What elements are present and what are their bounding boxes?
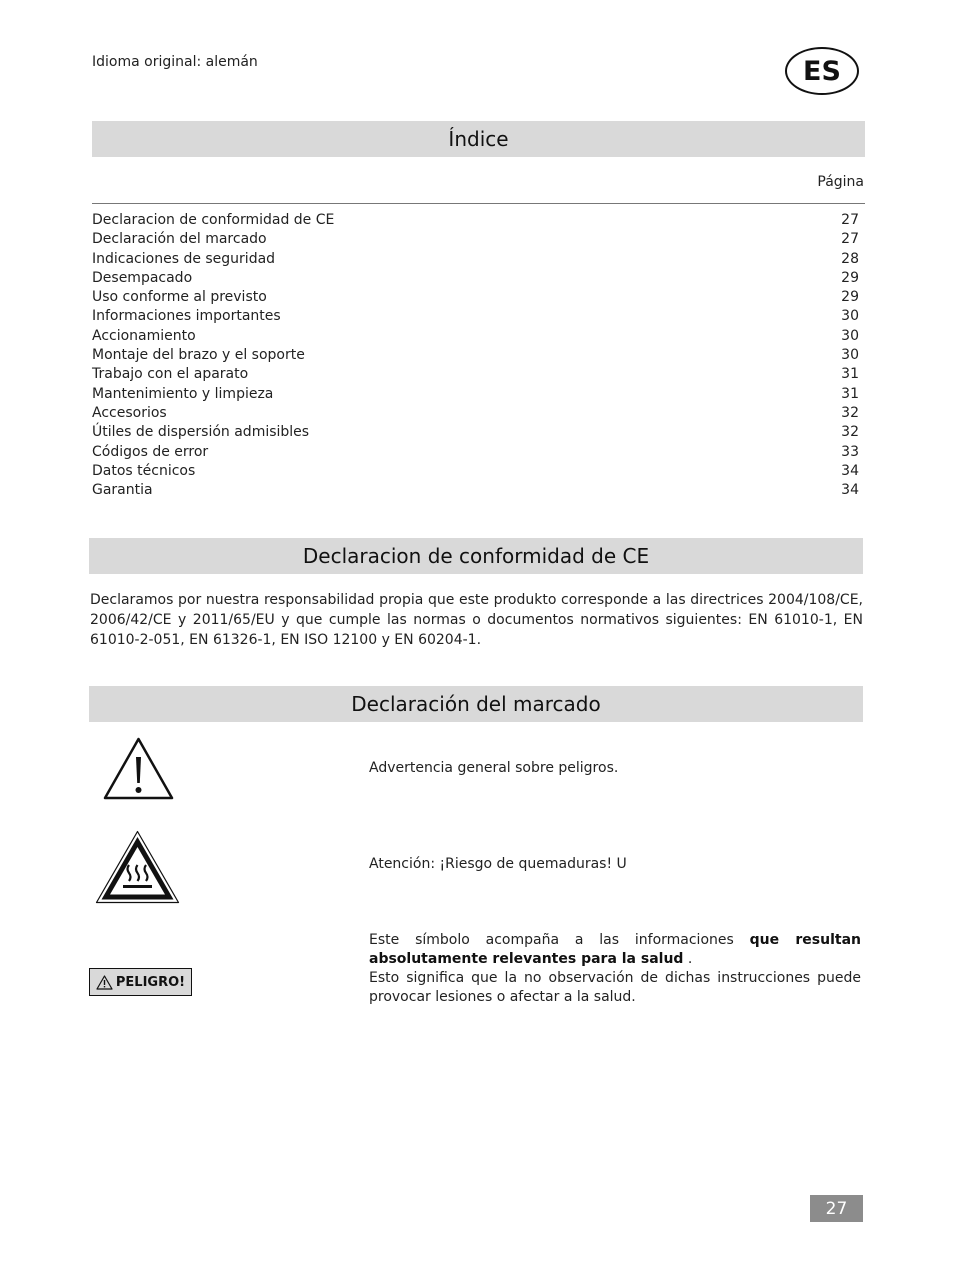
toc-item[interactable] <box>92 462 859 481</box>
general-warning-text: Advertencia general sobre peligros. <box>369 760 619 776</box>
toc-item-label: Datos técnicos <box>92 462 196 479</box>
toc-item[interactable] <box>92 346 859 365</box>
index-heading: Índice <box>92 121 865 157</box>
toc-item-page: 33 <box>841 443 859 460</box>
toc-item-page: 30 <box>841 308 859 325</box>
toc-item[interactable] <box>92 385 859 404</box>
toc-item-label: Montaje del brazo y el soporte <box>92 347 305 364</box>
toc-item-label: Declaración del marcado <box>92 231 267 248</box>
hot-surface-icon <box>95 830 180 904</box>
toc-item-page: 29 <box>841 269 859 286</box>
danger-triangle-icon <box>96 975 113 990</box>
toc-item-page: 31 <box>841 385 859 402</box>
toc-item-page: 32 <box>841 424 859 441</box>
danger-label-text: PELIGRO! <box>115 974 186 990</box>
toc-item-label: Accesorios <box>92 404 167 421</box>
toc-item[interactable] <box>92 481 859 500</box>
toc-item-page: 34 <box>841 462 859 479</box>
toc-item-page: 27 <box>841 231 859 248</box>
toc-item-label: Uso conforme al previsto <box>92 289 267 306</box>
toc-item-label: Garantia <box>92 482 153 499</box>
toc-item-label: Mantenimiento y limpieza <box>92 385 274 402</box>
toc-item-label: Accionamiento <box>92 327 196 344</box>
toc-item-page: 32 <box>841 404 859 421</box>
toc-item-page: 34 <box>841 482 859 499</box>
danger-text-consequence: Esto significa que la no observación de dichas instrucciones puede provocar lesiones o afectar a la salud. <box>369 970 861 1005</box>
toc-item-label: Desempacado <box>92 269 193 286</box>
burn-warning-text: Atención: ¡Riesgo de quemaduras! U <box>369 856 627 872</box>
toc-item-label: Indicaciones de seguridad <box>92 250 276 267</box>
toc-item-label: Declaracion de conformidad de CE <box>92 212 335 228</box>
toc-item[interactable] <box>92 307 859 326</box>
danger-text-intro: Este símbolo acompaña a las informaciones <box>369 932 734 948</box>
toc-item-page: 30 <box>841 327 859 344</box>
index-divider <box>92 203 865 204</box>
ce-declaration-text: Declaramos por nuestra responsabilidad propia que este produkto corresponde a las directrices 2004/108/CE, 2006/42/CE y 2011/65/EU y que cumple las normas o documentos normativos siguientes: EN 61010-1, EN 61010-2-051, EN 61326-1, EN ISO 12100 y EN 60204-1. <box>90 592 863 648</box>
toc-item-label: Informaciones importantes <box>92 308 281 325</box>
toc-item-page: 27 <box>841 212 859 228</box>
danger-text-end: . <box>687 951 693 967</box>
toc-item-label: Útiles de dispersión admisibles <box>92 424 310 441</box>
danger-description <box>369 931 861 1007</box>
toc-item[interactable] <box>92 365 859 384</box>
toc-item-label: Códigos de error <box>92 443 209 460</box>
toc-item[interactable] <box>92 327 859 346</box>
toc-item-page: 28 <box>841 250 859 267</box>
ce-heading: Declaracion de conformidad de CE <box>89 538 863 574</box>
danger-text-emphasis: que resultan absolutamente relevantes para la salud <box>369 932 861 967</box>
toc-item[interactable] <box>92 211 859 230</box>
toc-item[interactable] <box>92 230 859 249</box>
marking-heading: Declaración del marcado <box>89 686 863 722</box>
toc-item[interactable] <box>92 250 859 269</box>
toc-item[interactable] <box>92 423 859 442</box>
original-language-note: Idioma original: alemán <box>92 54 258 70</box>
warning-triangle-icon <box>103 737 174 800</box>
page-number: 27 <box>810 1195 863 1222</box>
page-column-label: Página <box>817 174 864 190</box>
toc-item[interactable] <box>92 404 859 423</box>
toc-item[interactable] <box>92 288 859 307</box>
toc-item-page: 29 <box>841 289 859 306</box>
toc-item-page: 31 <box>841 366 859 383</box>
toc-item-label: Trabajo con el aparato <box>92 366 249 383</box>
language-badge: ES <box>785 47 859 95</box>
table-of-contents <box>92 211 859 500</box>
toc-item[interactable] <box>92 269 859 288</box>
toc-item[interactable] <box>92 443 859 462</box>
danger-label <box>89 968 192 996</box>
toc-item-page: 30 <box>841 347 859 364</box>
